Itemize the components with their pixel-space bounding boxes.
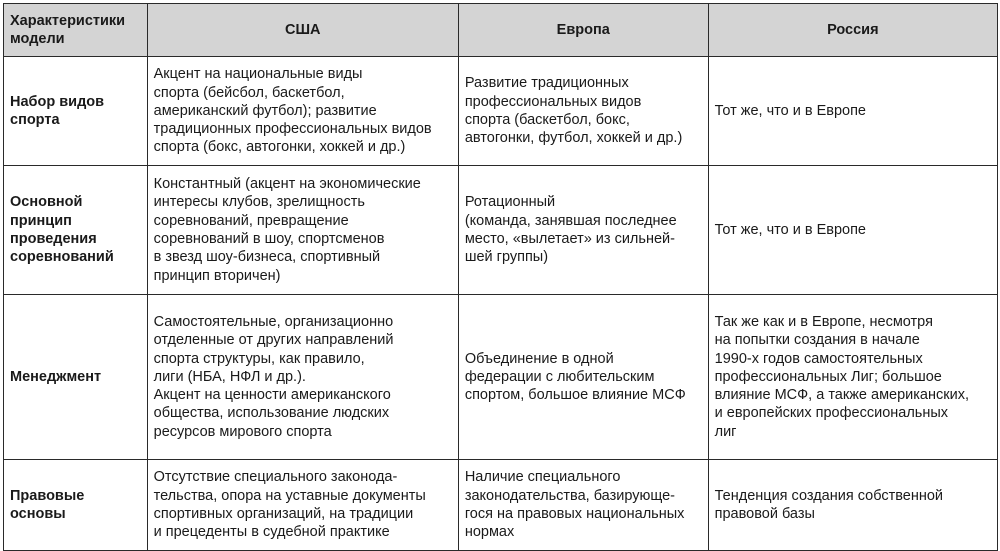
row-label: Набор видов спорта bbox=[4, 57, 148, 166]
cell-russia: Тот же, что и в Европе bbox=[708, 166, 997, 295]
table-row bbox=[4, 295, 998, 460]
table-row bbox=[4, 166, 998, 295]
cell-europe: Развитие традиционных профессиональных видов спорта (баскетбол, бокс, автогонки, футбол, хоккей и др.) bbox=[458, 57, 708, 166]
header-russia: Россия bbox=[708, 4, 997, 57]
cell-usa: Самостоятельные, организационно отделенные от других направлений спорта структуры, как правило, лиги (НБА, НФЛ и др.). Акцент на ценности американского общества, использование людских ресурсов мирового спорта bbox=[147, 295, 458, 460]
header-row bbox=[4, 4, 998, 57]
row-label: Менеджмент bbox=[4, 295, 148, 460]
cell-usa: Отсутствие специального законода- тельства, опора на уставные документы спортивных организаций, на традиции и прецеденты в судебной практике bbox=[147, 460, 458, 551]
header-characteristics: Характеристики модели bbox=[4, 4, 148, 57]
header-europe: Европа bbox=[458, 4, 708, 57]
cell-europe: Объединение в одной федерации с любительским спортом, большое влияние МСФ bbox=[458, 295, 708, 460]
header-usa: США bbox=[147, 4, 458, 57]
cell-europe: Ротационный (команда, занявшая последнее место, «вылетает» из сильней- шей группы) bbox=[458, 166, 708, 295]
cell-russia: Тенденция создания собственной правовой базы bbox=[708, 460, 997, 551]
table-row bbox=[4, 460, 998, 551]
cell-europe: Наличие специального законодательства, базирующе- гося на правовых национальных нормах bbox=[458, 460, 708, 551]
cell-russia: Тот же, что и в Европе bbox=[708, 57, 997, 166]
row-label: Правовые основы bbox=[4, 460, 148, 551]
cell-usa: Константный (акцент на экономические интересы клубов, зрелищность соревнований, превращение соревнований в шоу, спортсменов в звезд шоу-бизнеса, спортивный принцип вторичен) bbox=[147, 166, 458, 295]
cell-usa: Акцент на национальные виды спорта (бейсбол, баскетбол, американский футбол); развитие традиционных профессиональных видов спорта (бокс, автогонки, хоккей и др.) bbox=[147, 57, 458, 166]
comparison-table bbox=[3, 3, 998, 551]
row-label: Основной принцип проведения соревнований bbox=[4, 166, 148, 295]
table-row bbox=[4, 57, 998, 166]
cell-russia: Так же как и в Европе, несмотря на попытки создания в начале 1990-х годов самостоятельных профессиональных Лиг; большое влияние МСФ, а также американских, и европейских профессиональных лиг bbox=[708, 295, 997, 460]
